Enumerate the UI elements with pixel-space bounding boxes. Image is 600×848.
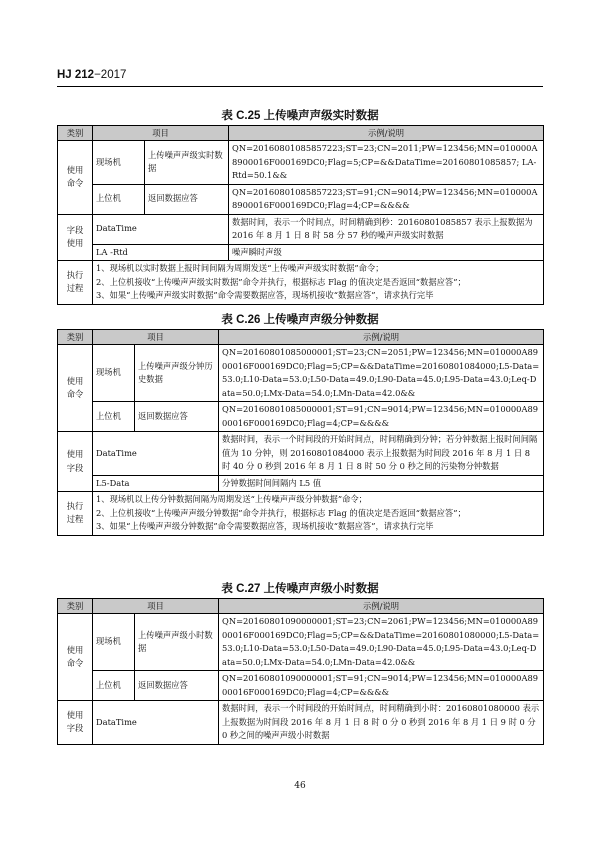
device-cell: 现场机 <box>93 141 145 185</box>
category-cell: 使用 字段 <box>58 701 93 745</box>
category-cell: 字段 使用 <box>58 214 93 261</box>
table-row <box>58 432 544 476</box>
header-example: 示例/说明 <box>219 599 544 614</box>
process-cell: 1、现场机以上传分钟数据间隔为周期发送“上传噪声声级分钟数据”命令； 2、上位机接收“上传噪声声级分钟数据”命令并执行，根据标志 Flag 的值决定是否返回“数据应答”； 3、如果“上传噪声声级分钟数据”命令需要数据应答，现场机接收“数据应答”，请求执行完毕 <box>93 492 544 536</box>
field-cell: LA -Rtd <box>93 244 229 261</box>
example-cell: QN=20160801090000001;ST=23;CN=2061;PW=123456;MN=010000A8900016F000169DC0;Flag=5;CP=&&DataTime=20160801080000;L5-Data=53.0;L10-Data=53.0;L50-Data=49.0;L90-Data=45.0;L95-Data=43.0;Leq-Data=50.0;LMx-Data=54.0;LMn-Data=42.0&& <box>219 614 544 671</box>
action-cell: 返回数据应答 <box>145 184 229 214</box>
example-cell: 数据时间，表示一个时间段的开始时间点，时间精确到分钟；若分钟数据上报时间间隔值为 10 分钟，则 20160801084000 表示上报数据为时间段 2016 年 8 月 1 日 8 时 40 分 0 秒到 2016 年 8 月 1 日 8 时 50 分 0 秒之间的污染物分钟数据 <box>219 432 544 476</box>
field-cell: DataTime <box>93 432 219 476</box>
standard-code: HJ 212 <box>57 69 95 81</box>
action-cell: 返回数据应答 <box>135 671 219 701</box>
action-cell: 返回数据应答 <box>135 402 219 432</box>
header-example: 示例/说明 <box>229 126 544 141</box>
table-row <box>58 244 544 261</box>
table-row <box>58 184 544 214</box>
table-c26-caption: 表 C.26 上传噪声声级分钟数据 <box>221 314 379 326</box>
device-cell: 现场机 <box>93 345 135 402</box>
example-cell: 数据时间，表示一个时间点，时间精确到秒：20160801085857 表示上报数据为 2016 年 8 月 1 日 8 时 58 分 57 秒的噪声声级实时数据 <box>229 214 544 244</box>
table-c25-caption: 表 C.25 上传噪声声级实时数据 <box>221 110 379 122</box>
table-row <box>58 492 544 536</box>
example-cell: QN=20160801085000001;ST=91;CN=9014;PW=123456;MN=010000A8900016F000169DC0;Flag=4;CP=&&&& <box>219 402 544 432</box>
category-cell: 使用 命令 <box>58 141 93 215</box>
header-item: 项目 <box>93 330 219 345</box>
table-c26 <box>57 329 544 536</box>
field-cell: DataTime <box>93 701 219 745</box>
device-cell: 上位机 <box>93 671 135 701</box>
device-cell: 现场机 <box>93 614 135 671</box>
example-cell: QN=20160801090000001;ST=91;CN=9014;PW=123456;MN=010000A8900016F000169DC0;Flag=4;CP=&&&& <box>219 671 544 701</box>
example-cell: 数据时间，表示一个时间段的开始时间点，时间精确到小时：20160801080000 表示上报数据为时间段 2016 年 8 月 1 日 8 时 0 分 0 秒到 2016 年 8 月 1 日 9 时 0 分 0 秒之间的噪声声级小时数据 <box>219 701 544 745</box>
standard-header <box>57 69 126 81</box>
table-header-row <box>58 330 544 345</box>
example-cell: QN=20160801085000001;ST=23;CN=2051;PW=123456;MN=010000A8900016F000169DC0;Flag=5;CP=&&DataTime=20160801084000;L5-Data=53.0;L10-Data=53.0;L50-Data=49.0;L90-Data=45.0;L95-Data=43.0;Leq-Data=50.0;LMx-Data=54.0;LMn-Data=42.0&& <box>219 345 544 402</box>
category-cell: 使用 命令 <box>58 345 93 432</box>
page-number: 46 <box>294 781 306 791</box>
header-rule <box>57 86 543 87</box>
device-cell: 上位机 <box>93 402 135 432</box>
example-cell: 分钟数据时间间隔内 L5 值 <box>219 475 544 492</box>
field-cell: DataTime <box>93 214 229 244</box>
category-cell: 执行 过程 <box>58 261 93 305</box>
table-row <box>58 345 544 402</box>
table-row <box>58 214 544 244</box>
header-example: 示例/说明 <box>219 330 544 345</box>
table-header-row <box>58 126 544 141</box>
header-item: 项目 <box>93 126 229 141</box>
table-row <box>58 475 544 492</box>
header-category: 类别 <box>58 330 93 345</box>
table-row <box>58 614 544 671</box>
table-row <box>58 701 544 745</box>
header-category: 类别 <box>58 126 93 141</box>
action-cell: 上传噪声声级实时数据 <box>145 141 229 185</box>
table-c27 <box>57 598 544 745</box>
table-c25 <box>57 125 544 305</box>
table-row <box>58 402 544 432</box>
header-item: 项目 <box>93 599 219 614</box>
process-cell: 1、现场机以实时数据上报时间间隔为周期发送“上传噪声声级实时数据”命令； 2、上位机接收“上传噪声声级实时数据”命令并执行，根据标志 Flag 的值决定是否返回“数据应答”； 3、如果“上传噪声声级实时数据”命令需要数据应答，现场机接收“数据应答”，请求执行完毕 <box>93 261 544 305</box>
standard-year: −2017 <box>94 69 127 81</box>
table-row <box>58 671 544 701</box>
example-cell: QN=20160801085857223;ST=23;CN=2011;PW=123456;MN=010000A8900016F000169DC0;Flag=5;CP=&&DataTime=20160801085857; LA-Rtd=50.1&& <box>229 141 544 185</box>
example-cell: QN=20160801085857223;ST=91;CN=9014;PW=123456;MN=010000A8900016F000169DC0;Flag=4;CP=&&&& <box>229 184 544 214</box>
table-row <box>58 141 544 185</box>
table-row <box>58 261 544 305</box>
category-cell: 执行 过程 <box>58 492 93 536</box>
table-c27-caption: 表 C.27 上传噪声声级小时数据 <box>221 583 379 595</box>
category-cell: 使用 命令 <box>58 614 93 701</box>
header-category: 类别 <box>58 599 93 614</box>
example-cell: 噪声瞬时声级 <box>229 244 544 261</box>
action-cell: 上传噪声声级小时数据 <box>135 614 219 671</box>
table-header-row <box>58 599 544 614</box>
device-cell: 上位机 <box>93 184 145 214</box>
action-cell: 上传噪声声级分钟历史数据 <box>135 345 219 402</box>
category-cell: 使用 字段 <box>58 432 93 492</box>
field-cell: L5-Data <box>93 475 219 492</box>
